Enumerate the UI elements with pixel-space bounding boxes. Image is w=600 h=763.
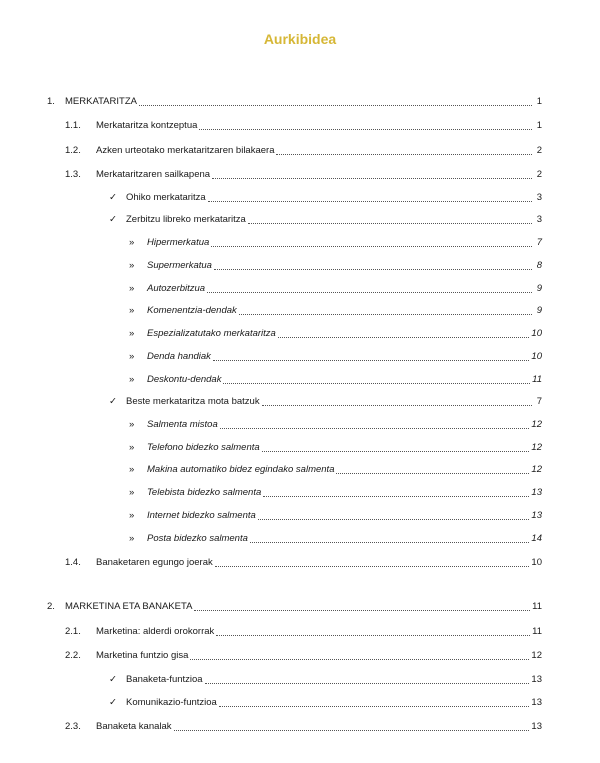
- dot-leader: [220, 428, 530, 429]
- dot-leader: [190, 659, 529, 660]
- toc-entry-number: 2.1.: [65, 626, 81, 637]
- toc-entry-page: 10: [531, 351, 542, 362]
- toc-entry-label: Beste merkataritza mota batzuk: [126, 396, 260, 407]
- dot-leader: [250, 542, 530, 543]
- double-chevron-icon: »: [129, 533, 135, 544]
- toc-entry[interactable]: [129, 372, 542, 386]
- checkmark-icon: ✓: [109, 396, 117, 407]
- toc-entry[interactable]: [129, 326, 542, 340]
- toc-entry[interactable]: [65, 143, 542, 157]
- double-chevron-icon: »: [129, 464, 135, 475]
- toc-entry-label: Telefono bidezko salmenta: [147, 442, 260, 453]
- double-chevron-icon: »: [129, 374, 135, 385]
- toc-entry-label: MERKATARITZA: [65, 96, 137, 107]
- toc-entry-label: Supermerkatua: [147, 260, 212, 271]
- toc-entry-page: 11: [532, 626, 542, 637]
- double-chevron-icon: »: [129, 237, 135, 248]
- toc-entry-number: 1.4.: [65, 557, 81, 568]
- toc-entry-label: Banaketa-funtzioa: [126, 674, 203, 685]
- toc-entry-number: 1.: [47, 96, 55, 107]
- toc-entry-page: 13: [531, 674, 542, 685]
- toc-entry-label: Marketina funtzio gisa: [96, 650, 189, 661]
- toc-entry-number: 1.1.: [65, 120, 81, 131]
- toc-entry-number: 1.2.: [65, 145, 81, 156]
- dot-leader: [276, 154, 532, 155]
- dot-leader: [336, 473, 529, 474]
- toc-entry-label: Internet bidezko salmenta: [147, 510, 256, 521]
- dot-leader: [248, 223, 532, 224]
- toc-entry-label: Merkataritzaren sailkapena: [96, 169, 211, 180]
- toc-entry-label: Azken urteotako merkataritzaren bilakaera: [96, 145, 275, 156]
- toc-entry-number: 2.2.: [65, 650, 81, 661]
- toc-entry-number: 1.3.: [65, 169, 81, 180]
- toc-entry[interactable]: [65, 624, 542, 638]
- checkmark-icon: ✓: [109, 192, 117, 203]
- toc-entry-label: Autozerbitzua: [147, 283, 206, 294]
- dot-leader: [262, 451, 530, 452]
- toc-entry-number: 2.: [47, 601, 55, 612]
- toc-entry[interactable]: [129, 281, 542, 295]
- toc-entry-page: 1: [536, 120, 542, 131]
- toc-entry[interactable]: [129, 508, 542, 522]
- toc-entry[interactable]: [129, 235, 542, 249]
- double-chevron-icon: »: [129, 419, 135, 430]
- double-chevron-icon: »: [129, 283, 135, 294]
- double-chevron-icon: »: [129, 305, 135, 316]
- toc-entry-page: 12: [531, 442, 542, 453]
- toc-entry-label: Banaketaren egungo joerak: [96, 557, 213, 568]
- dot-leader: [214, 269, 532, 270]
- dot-leader: [211, 246, 532, 247]
- toc-entry[interactable]: [129, 303, 542, 317]
- toc-entry-page: 2: [536, 169, 542, 180]
- toc-entry-page: 2: [536, 145, 542, 156]
- double-chevron-icon: »: [129, 351, 135, 362]
- toc-entry-page: 8: [536, 260, 542, 271]
- toc-entry-page: 13: [531, 510, 542, 521]
- toc-entry[interactable]: [65, 167, 542, 181]
- toc-entry[interactable]: [65, 555, 542, 569]
- toc-entry[interactable]: [47, 599, 542, 613]
- dot-leader: [262, 405, 532, 406]
- toc-entry-label: Telebista bidezko salmenta: [147, 487, 262, 498]
- toc-entry[interactable]: [129, 258, 542, 272]
- toc-entry-label: Ohiko merkataritza: [126, 192, 206, 203]
- toc-entry-label: Merkataritza kontzeptua: [96, 120, 198, 131]
- toc-entry-page: 14: [531, 533, 542, 544]
- dot-leader: [239, 314, 532, 315]
- dot-leader: [207, 292, 532, 293]
- toc-entry-page: 7: [536, 396, 542, 407]
- checkmark-icon: ✓: [109, 214, 117, 225]
- toc-entry-page: 1: [536, 96, 542, 107]
- toc-entry[interactable]: [47, 94, 542, 108]
- dot-leader: [258, 519, 530, 520]
- toc-entry-page: 12: [531, 464, 542, 475]
- toc-entry[interactable]: [129, 440, 542, 454]
- toc-entry[interactable]: [129, 349, 542, 363]
- dot-leader: [278, 337, 530, 338]
- toc-entry-label: Deskontu-dendak: [147, 374, 222, 385]
- checkmark-icon: ✓: [109, 697, 117, 708]
- dot-leader: [208, 201, 532, 202]
- double-chevron-icon: »: [129, 328, 135, 339]
- toc-entry-label: Espezializatutako merkataritza: [147, 328, 276, 339]
- toc-entry[interactable]: [109, 212, 542, 226]
- toc-entry-page: 13: [531, 721, 542, 732]
- dot-leader: [205, 683, 530, 684]
- toc-entry-label: Salmenta mistoa: [147, 419, 218, 430]
- toc-entry-label: Denda handiak: [147, 351, 211, 362]
- double-chevron-icon: »: [129, 510, 135, 521]
- toc-entry[interactable]: [65, 719, 542, 733]
- toc-entry-page: 12: [531, 650, 542, 661]
- toc-entry-label: Posta bidezko salmenta: [147, 533, 248, 544]
- toc-entry-label: Komunikazio-funtzioa: [126, 697, 217, 708]
- toc-entry[interactable]: [65, 648, 542, 662]
- dot-leader: [215, 566, 530, 567]
- dot-leader: [212, 178, 532, 179]
- toc-entry[interactable]: [129, 531, 542, 545]
- dot-leader: [263, 496, 529, 497]
- checkmark-icon: ✓: [109, 674, 117, 685]
- toc-entry-label: Banaketa kanalak: [96, 721, 172, 732]
- toc-entry-label: Makina automatiko bidez egindako salmenta: [147, 464, 335, 475]
- toc-entry[interactable]: [65, 118, 542, 132]
- toc-entry[interactable]: [109, 672, 542, 686]
- double-chevron-icon: »: [129, 442, 135, 453]
- dot-leader: [213, 360, 530, 361]
- toc-entry-page: 3: [536, 192, 542, 203]
- toc-entry-page: 3: [536, 214, 542, 225]
- dot-leader: [174, 730, 530, 731]
- toc-entry-page: 10: [531, 557, 542, 568]
- toc-entry-page: 11: [532, 601, 542, 612]
- toc-entry-page: 13: [531, 697, 542, 708]
- dot-leader: [219, 706, 530, 707]
- toc-entry-page: 12: [531, 419, 542, 430]
- toc-entry-page: 9: [536, 305, 542, 316]
- double-chevron-icon: »: [129, 487, 135, 498]
- dot-leader: [199, 129, 532, 130]
- double-chevron-icon: »: [129, 260, 135, 271]
- dot-leader: [223, 383, 530, 384]
- toc-entry-label: Komenentzia-dendak: [147, 305, 237, 316]
- toc-entry-page: 7: [536, 237, 542, 248]
- dot-leader: [139, 105, 532, 106]
- toc-entry[interactable]: [109, 394, 542, 408]
- toc-entry[interactable]: [109, 695, 542, 709]
- toc-title: Aurkibidea: [263, 31, 337, 47]
- toc-entry-label: Zerbitzu libreko merkataritza: [126, 214, 246, 225]
- toc-entry-label: Hipermerkatua: [147, 237, 210, 248]
- toc-entry-label: MARKETINA ETA BANAKETA: [65, 601, 193, 612]
- toc-entry-page: 9: [536, 283, 542, 294]
- toc-entry-number: 2.3.: [65, 721, 81, 732]
- toc-entry[interactable]: [129, 417, 542, 431]
- toc-entry[interactable]: [129, 485, 542, 499]
- toc-entry[interactable]: [129, 462, 542, 476]
- dot-leader: [194, 610, 530, 611]
- toc-entry-page: 13: [531, 487, 542, 498]
- toc-entry-page: 11: [532, 374, 542, 385]
- dot-leader: [216, 635, 530, 636]
- toc-entry-label: Marketina: alderdi orokorrak: [96, 626, 215, 637]
- toc-entry-page: 10: [531, 328, 542, 339]
- toc-entry[interactable]: [109, 190, 542, 204]
